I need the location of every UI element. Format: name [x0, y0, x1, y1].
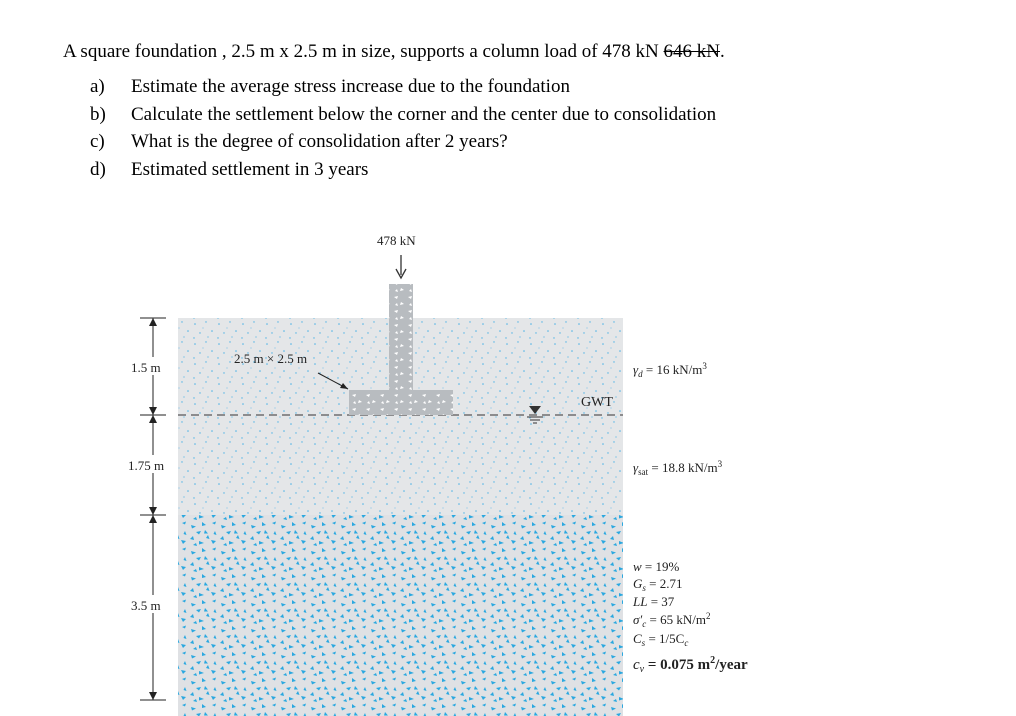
task-text: Estimate the average stress increase due to the foundation: [131, 76, 570, 97]
saturated-sand-layer: [178, 415, 623, 515]
task-label: c): [90, 131, 105, 152]
clay-consolidation-coefficient: $c_v = 0.075$ $m^2$/year: [633, 655, 748, 675]
clay-preconsolidation-pressure: $\sigma'_c = 65$ $kN/m^2$: [633, 611, 711, 629]
footing-base: [349, 390, 453, 415]
problem-intro-text: A square foundation , 2.5 m x 2.5 m in size, supports a column load of 478 kN: [63, 41, 659, 62]
load-arrow-icon: [396, 255, 406, 278]
clay-specific-gravity: $G_s = 2.71$: [633, 576, 683, 593]
task-label: a): [90, 76, 105, 97]
depth-label-clay: 3.5 m: [131, 598, 161, 613]
footing-size-label: 2.5 m × 2.5 m: [234, 351, 308, 366]
column-shaft: [389, 284, 413, 390]
task-text: Estimated settlement in 3 years: [131, 158, 369, 180]
clay-water-content: w = 19%: [633, 559, 680, 574]
struck-load-value: 646 kN: [663, 41, 721, 62]
task-label: b): [90, 103, 106, 125]
clay-liquid-limit: LL = 37: [633, 594, 675, 609]
depth-label-saturated: 1.75 m: [128, 458, 165, 473]
task-label: d): [90, 158, 106, 180]
depth-label-dry: 1.5 m: [131, 360, 161, 375]
column-load-label: 478 kN: [377, 233, 416, 248]
task-text: Calculate the settlement below the corner and the center due to consolidation: [131, 103, 717, 125]
saturated-unit-weight: $\gamma_{sat} = 18.8$ $kN/m^3$: [633, 459, 723, 477]
task-text: What is the degree of consolidation after 2 years?: [131, 131, 508, 152]
gwt-label: GWT: [581, 395, 613, 410]
clay-swell-index: $C_s = 1/5C_c$: [633, 631, 689, 648]
clay-layer: [178, 515, 623, 716]
clay-properties: [632, 559, 748, 675]
dry-unit-weight: $\gamma_d = 16$ $kN/m^3$: [633, 361, 707, 379]
intro-period: .: [720, 41, 725, 62]
